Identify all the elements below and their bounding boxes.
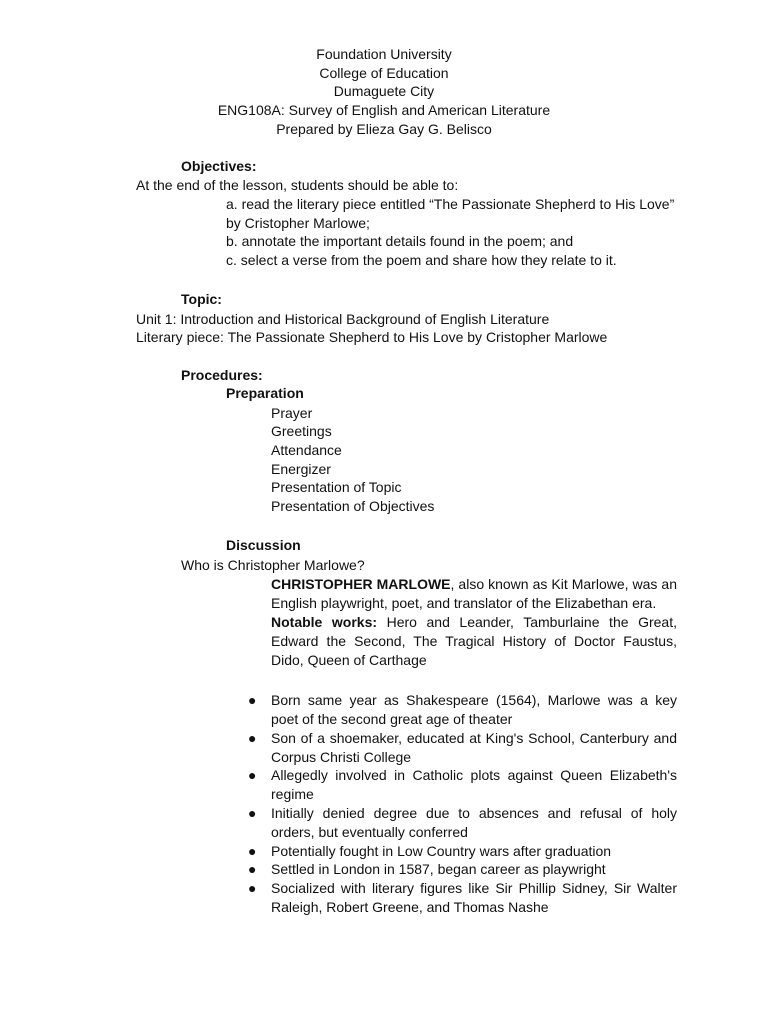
prepared-by: Prepared by Elieza Gay G. Belisco [276, 121, 492, 137]
preparation-item: Presentation of Objectives [271, 498, 435, 514]
list-item: Born same year as Shakespeare (1564), Marlowe was a key poet of the second great age of theater [271, 692, 677, 727]
objective-item: a. read the literary piece entitled “The Passionate Shepherd to His Love” [226, 196, 675, 212]
notable-works-label: Notable works: [271, 614, 378, 630]
college-name: College of Education [319, 65, 449, 81]
list-item: Son of a shoemaker, educated at King's School, Canterbury and Corpus Christi College [271, 730, 677, 765]
bullet-icon: ● [248, 843, 257, 859]
city-name: Dumaguete City [333, 83, 435, 99]
topic-heading: Topic: [181, 291, 222, 307]
preparation-item: Attendance [271, 442, 342, 458]
course-title: ENG108A: Survey of English and American Literature [217, 102, 551, 118]
objectives-intro: At the end of the lesson, students should be able to: [136, 177, 459, 193]
bio-text: , also known as Kit Marlowe, was an English playwright, poet, and translator of the Elizabethan era. [271, 576, 677, 611]
notable-works-paragraph [271, 613, 677, 670]
bullet-icon: ● [248, 692, 257, 708]
topic-literary-piece: Literary piece: The Passionate Shepherd to His Love by Cristopher Marlowe [136, 329, 608, 345]
preparation-item: Energizer [271, 461, 331, 477]
procedures-heading: Procedures: [181, 367, 263, 383]
list-item: Initially denied degree due to absences and refusal of holy orders, but eventually conferred [271, 805, 677, 840]
bullet-icon: ● [248, 805, 257, 821]
objective-item: c. select a verse from the poem and share how they relate to it. [226, 252, 617, 268]
objectives-heading: Objectives: [181, 158, 257, 174]
list-item: Socialized with literary figures like Sir Phillip Sidney, Sir Walter Raleigh, Robert Greene, and Thomas Nashe [271, 880, 677, 915]
discussion-heading: Discussion [226, 537, 301, 553]
bullet-icon: ● [248, 880, 257, 896]
discussion-question: Who is Christopher Marlowe? [181, 557, 365, 573]
university-name: Foundation University [316, 46, 452, 62]
bullet-icon: ● [248, 861, 257, 877]
preparation-item: Prayer [271, 405, 313, 421]
bullet-icon: ● [248, 730, 257, 746]
objective-item: by Cristopher Marlowe; [226, 215, 370, 231]
bio-name: CHRISTOPHER MARLOWE [271, 576, 451, 592]
preparation-item: Greetings [271, 423, 332, 439]
list-item: Allegedly involved in Catholic plots against Queen Elizabeth's regime [271, 767, 677, 802]
objective-item: b. annotate the important details found in the poem; and [226, 233, 574, 249]
topic-unit: Unit 1: Introduction and Historical Background of English Literature [136, 311, 550, 327]
list-item: Potentially fought in Low Country wars after graduation [271, 843, 612, 859]
preparation-heading: Preparation [226, 385, 304, 401]
list-item: Settled in London in 1587, began career as playwright [271, 861, 606, 877]
notable-works-text: Hero and Leander, Tamburlaine the Great, Edward the Second, The Tragical History of Doctor Faustus, Dido, Queen of Carthage [271, 614, 677, 668]
bullet-icon: ● [248, 767, 257, 783]
preparation-item: Presentation of Topic [271, 479, 402, 495]
bio-paragraph [271, 575, 677, 613]
